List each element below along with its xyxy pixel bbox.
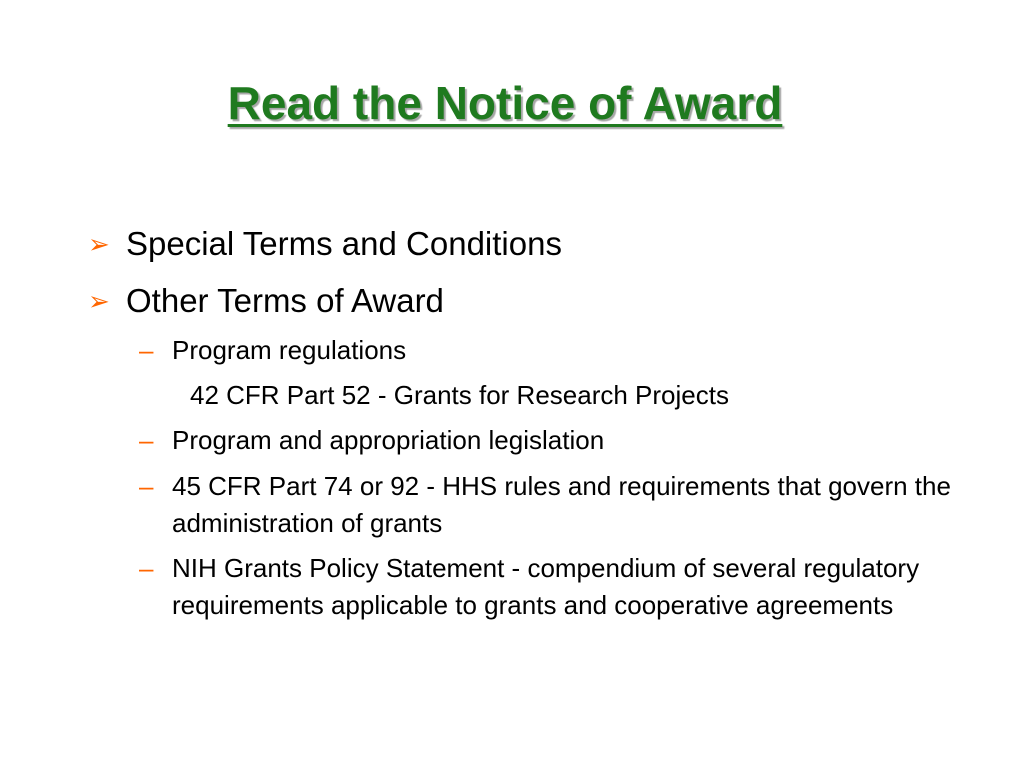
dash-bullet-icon: – (139, 425, 154, 455)
bullet-label: Other Terms of Award (126, 282, 444, 319)
dash-bullet-icon: – (139, 553, 154, 583)
arrow-bullet-icon: ➢ (88, 286, 110, 316)
sub-item-45-cfr (139, 468, 969, 542)
detail-42-cfr: 42 CFR Part 52 - Grants for Research Projects (190, 380, 729, 410)
sub-item-label: 45 CFR Part 74 or 92 - HHS rules and requirements that govern the administration of grants (172, 471, 951, 538)
sub-item-program-regulations (139, 332, 979, 369)
dash-bullet-icon: – (139, 471, 154, 501)
slide-title: Read the Notice of Award (227, 77, 783, 129)
dash-bullet-icon: – (139, 335, 154, 365)
sub-item-nih-policy (139, 550, 939, 624)
arrow-bullet-icon: ➢ (88, 229, 110, 259)
sub-item-label: Program regulations (172, 335, 407, 365)
sub-item-appropriation-legislation (139, 422, 979, 459)
bullet-label: Special Terms and Conditions (126, 225, 562, 262)
sub-item-label: NIH Grants Policy Statement - compendium of several regulatory requirements applicable to grants and cooperative agreements (172, 553, 920, 620)
sub-item-label: Program and appropriation legislation (172, 425, 605, 455)
bullet-other-terms (88, 281, 444, 321)
bullet-special-terms (88, 224, 562, 264)
